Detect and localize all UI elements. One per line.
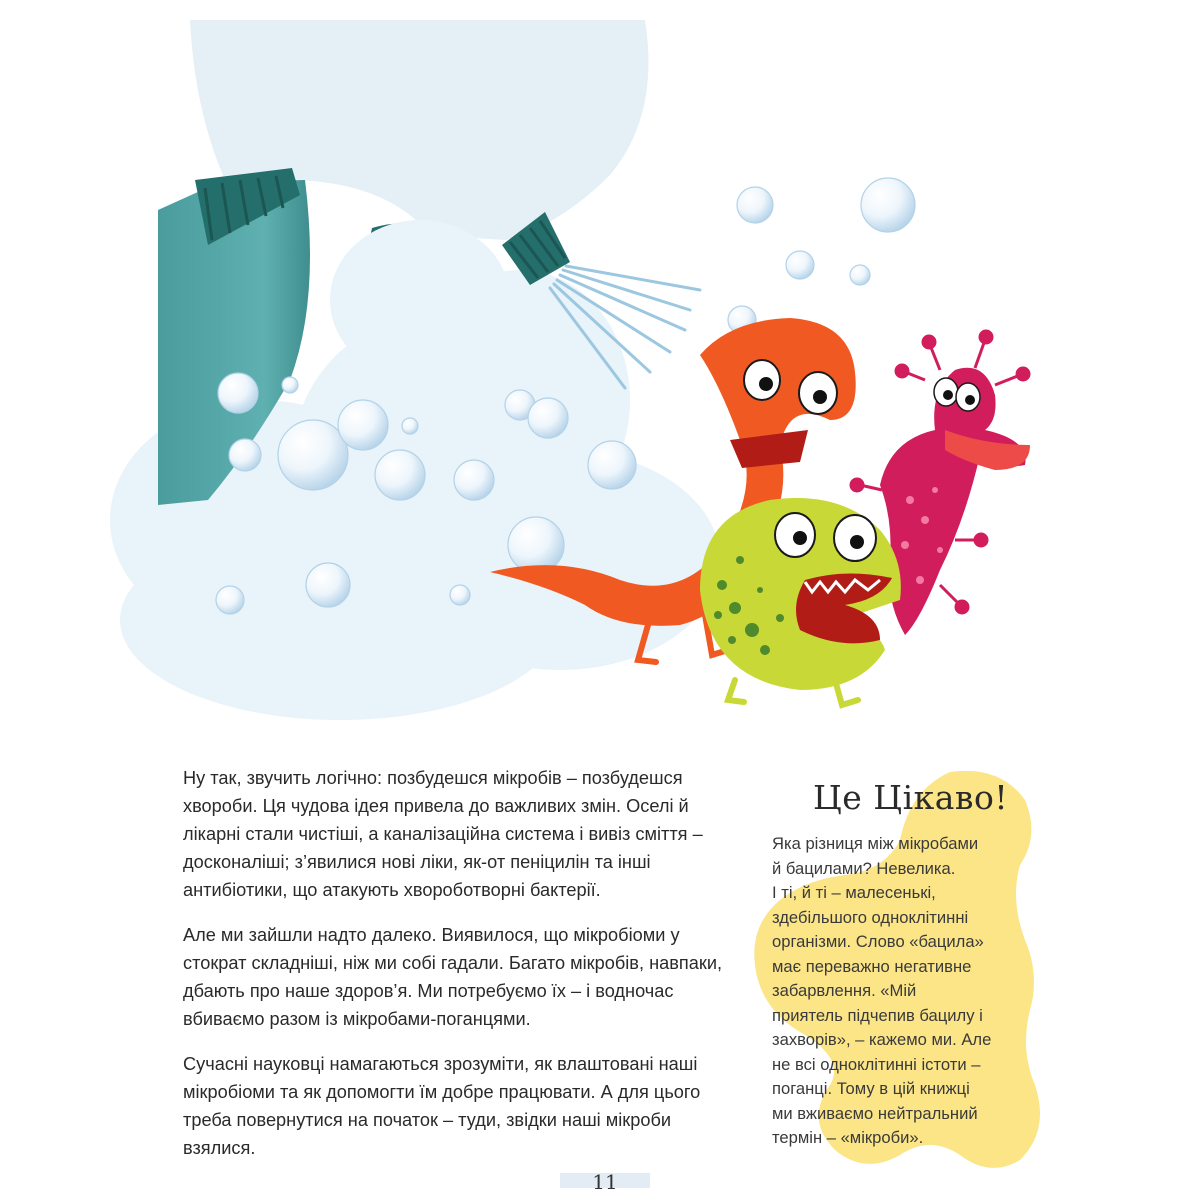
fun-fact-sidebar bbox=[735, 760, 1065, 1180]
sidebar-text bbox=[772, 832, 1034, 1151]
sidebar-line: Яка різниця між мікробами bbox=[772, 834, 979, 853]
sidebar-line: захворів», – кажемо ми. Але bbox=[772, 1030, 992, 1049]
main-text bbox=[183, 764, 743, 1179]
sidebar-line: І ті, й ті – малесенькі, bbox=[772, 883, 936, 902]
sidebar-line: й бацилами? Невелика. bbox=[772, 858, 956, 878]
sidebar-line: ми вживаємо нейтральний bbox=[772, 1103, 978, 1123]
sidebar-line: термін – «мікроби». bbox=[772, 1128, 924, 1147]
green-microbe-icon bbox=[700, 498, 901, 705]
sidebar-line: поганці. Тому в цій книжці bbox=[772, 1079, 970, 1098]
sidebar-title: Це Цікаво! bbox=[813, 778, 1009, 817]
paragraph: Сучасні науковці намагаються зрозуміти, як влаштовані наші мікробіоми та як допомогти їм добре працювати. А для цього треба повернутися на початок – туди, звідки наші мікроби взялися. bbox=[183, 1054, 701, 1158]
sidebar-line: приятель підчепив бацилу і bbox=[772, 1005, 983, 1025]
page-number: 11 bbox=[592, 1170, 618, 1194]
sidebar-line: не всі одноклітинні істоти – bbox=[772, 1054, 981, 1074]
sidebar-line: має переважно негативне bbox=[772, 956, 972, 976]
sidebar-line: організми. Слово «бацила» bbox=[772, 932, 984, 951]
sidebar-line: здебільшого одноклітинні bbox=[772, 907, 969, 927]
paragraph: Але ми зайшли надто далеко. Виявилося, що мікробіоми у стократ складніші, ніж ми собі гадали. Багато мікробів, навпаки, дбають про наше здоров’я. Ми потребуємо їх – і водночас вбиваємо разом із мікробами-поганцями. bbox=[183, 925, 723, 1029]
paragraph: Ну так, звучить логічно: позбудешся мікробів – позбудешся хвороби. Ця чудова ідея привела до важливих змін. Оселі й лікарні стали чистіші, а каналізаційна система і вивіз сміття – досконаліші; з’явилися нові ліки, як-от пеніцилін та інші антибіотики, що атакують хвороботворні бактерії. bbox=[183, 768, 703, 900]
sidebar-line: забарвлення. «Мій bbox=[772, 981, 917, 1000]
page-number-block bbox=[560, 1170, 650, 1192]
